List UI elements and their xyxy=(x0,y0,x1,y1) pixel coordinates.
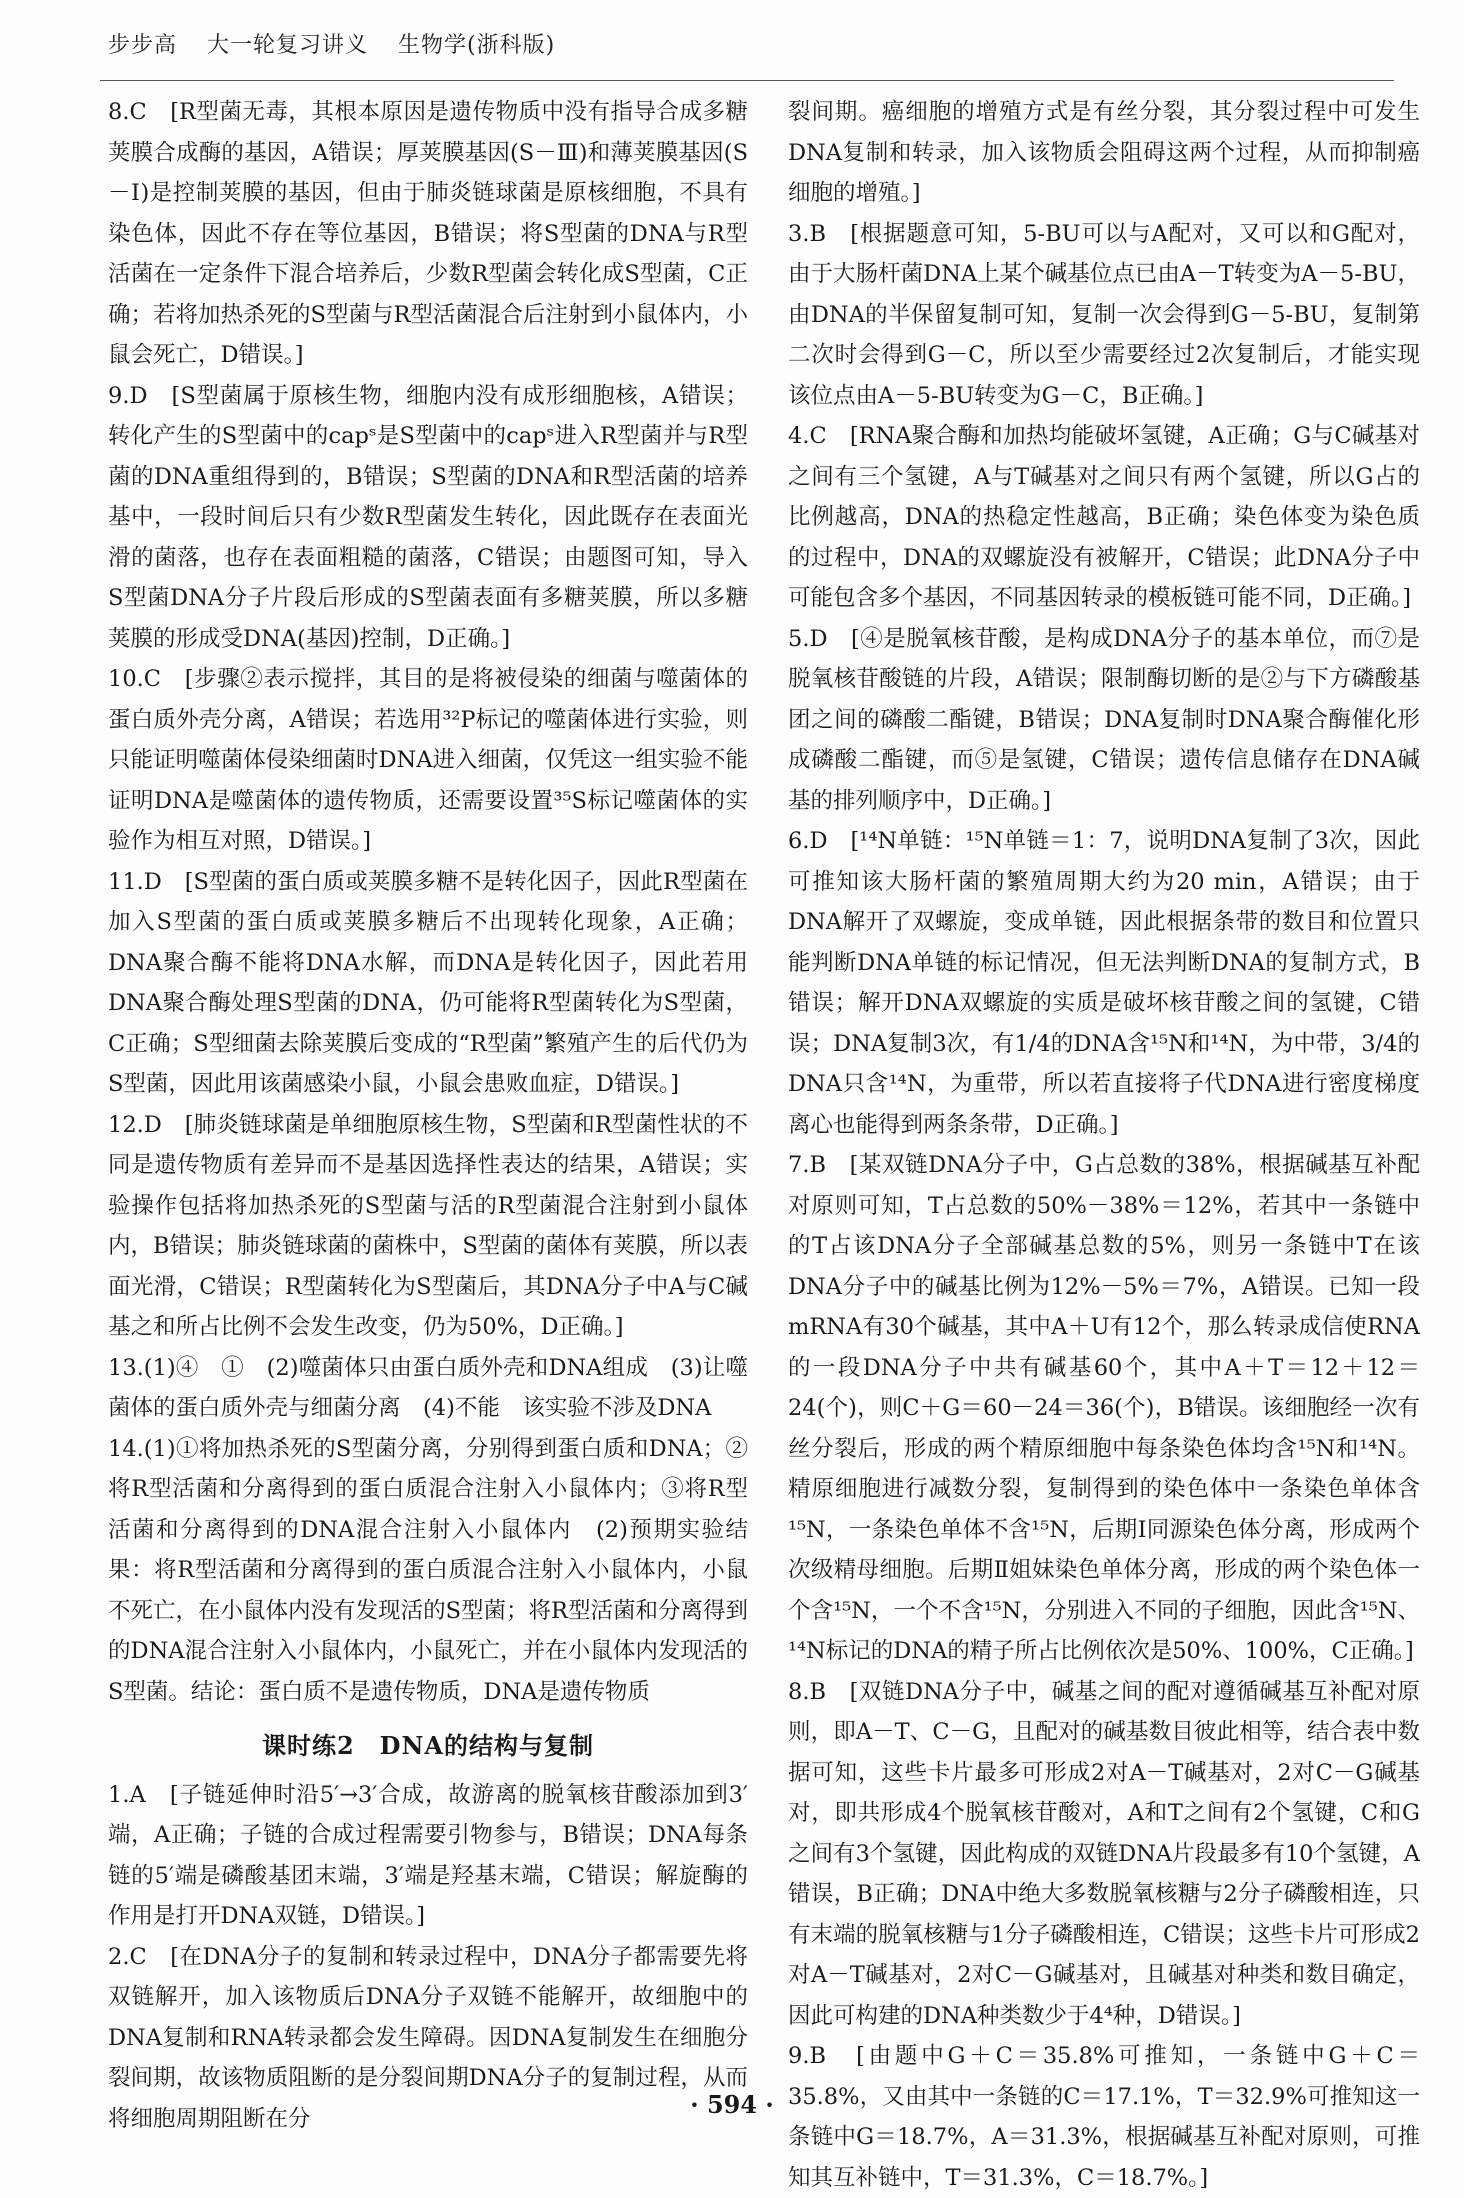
answer-s2-2: 2.C [在DNA分子的复制和转录过程中，DNA分子都需要先将双链解开，加入该物质后DNA分子双链不能解开，故细胞中的DNA复制和RNA转录都会发生障碍。因DNA复制发生在细胞分裂间期，故该物质阻断的是分裂间期DNA分子的复制过程，从而将细胞周期阻断在分 xyxy=(108,1943,748,2132)
right-column xyxy=(788,92,1420,2198)
answer-s2-8: 8.B [双链DNA分子中，碱基之间的配对遵循碱基互补配对原则，即A－T、C－G，且配对的碱基数目彼此相等，结合表中数据可知，这些卡片最多可形成2对A－T碱基对，2对C－G碱基对，即共形成4个脱氧核苷酸对，A和T之间有2个氢键，C和G之间有3个氢键，因此构成的双链DNA片段最多有10个氢键，A错误，B正确；DNA中绝大多数脱氧核糖与2分子磷酸相连，只有末端的脱氧核糖与1分子磷酸相连，C错误；这些卡片可形成2对A－T碱基对，2对C－G碱基对，且碱基对种类和数目确定，因此可构建的DNA种类数少于4⁴种，D错误。] xyxy=(788,1678,1420,2029)
answer-11: 11.D [S型菌的蛋白质或荚膜多糖不是转化因子，因此R型菌在加入S型菌的蛋白质或荚膜多糖后不出现转化现象，A正确；DNA聚合酶不能将DNA水解，而DNA是转化因子，因此若用DNA聚合酶处理S型菌的DNA，仍可能将R型菌转化为S型菌，C正确；S型细菌去除荚膜后变成的“R型菌”繁殖产生的后代仍为S型菌，因此用该菌感染小鼠，小鼠会患败血症，D错误。] xyxy=(108,868,748,1097)
left-column xyxy=(108,92,748,2139)
answer-8: 8.C [R型菌无毒，其根本原因是遗传物质中没有指导合成多糖荚膜合成酶的基因，A错误；厚荚膜基因(S－Ⅲ)和薄荚膜基因(S－Ⅰ)是控制荚膜的基因，但由于肺炎链球菌是原核细胞，不具有染色体，因此不存在等位基因，B错误；将S型菌的DNA与R型活菌在一定条件下混合培养后，少数R型菌会转化成S型菌，C正确；若将加热杀死的S型菌与R型活菌混合后注射到小鼠体内，小鼠会死亡，D错误。] xyxy=(108,99,748,368)
answer-s2-3: 3.B [根据题意可知，5-BU可以与A配对，又可以和G配对，由于大肠杆菌DNA上某个碱基位点已由A－T转变为A－5-BU，由DNA的半保留复制可知，复制一次会得到G－5-BU，复制第二次时会得到G－C，所以至少需要经过2次复制后，才能实现该位点由A－5-BU转变为G－C，B正确。] xyxy=(788,220,1420,409)
answer-14: 14.(1)①将加热杀死的S型菌分离，分别得到蛋白质和DNA；②将R型活菌和分离得到的蛋白质混合注射入小鼠体内；③将R型活菌和分离得到的DNA混合注射入小鼠体内 (2)预期实验结果：将R型活菌和分离得到的蛋白质混合注射入小鼠体内，小鼠不死亡，在小鼠体内没有发现活的S型菌；将R型活菌和分离得到的DNA混合注射入小鼠体内，小鼠死亡，并在小鼠体内发现活的S型菌。结论：蛋白质不是遗传物质，DNA是遗传物质 xyxy=(108,1435,748,1705)
answer-s2-7: 7.B [某双链DNA分子中，G占总数的38%，根据碱基互补配对原则可知，T占总数的50%－38%＝12%，若其中一条链中的T占该DNA分子全部碱基总数的5%，则另一条链中T在该DNA分子中的碱基比例为12%－5%＝7%，A错误。已知一段mRNA有30个碱基，其中A＋U有12个，那么转录成信使RNA的一段DNA分子中共有碱基60个，其中A＋T＝12＋12＝24(个)，则C＋G＝60－24＝36(个)，B错误。该细胞经一次有丝分裂后，形成的两个精原细胞中每条染色体均含¹⁵N和¹⁴N。精原细胞进行减数分裂，复制得到的染色体中一条染色单体含¹⁵N，一条染色单体不含¹⁵N，后期Ⅰ同源染色体分离，形成两个次级精母细胞。后期Ⅱ姐妹染色单体分离，形成的两个染色体一个含¹⁵N，一个不含¹⁵N，分别进入不同的子细胞，因此含¹⁵N、¹⁴N标记的DNA的精子所占比例依次是50%、100%，C正确。] xyxy=(788,1152,1420,1664)
subject-title: 生物学(浙科版) xyxy=(398,33,556,58)
section-title: 课时练2 DNA的结构与复制 xyxy=(261,1731,595,1760)
answer-9: 9.D [S型菌属于原核生物，细胞内没有成形细胞核，A错误；转化产生的S型菌中的capˢ是S型菌中的capˢ进入R型菌并与R型菌的DNA重组得到的，B错误；S型菌的DNA和R型活菌的培养基中，一段时间后只有少数R型菌发生转化，因此既存在表面光滑的菌落，也存在表面粗糙的菌落，C错误；由题图可知，导入S型菌DNA分子片段后形成的S型菌表面有多糖荚膜，所以多糖荚膜的形成受DNA(基因)控制，D正确。] xyxy=(108,382,748,652)
answer-s2-9: 9.B [由题中G＋C＝35.8%可推知，一条链中G＋C＝35.8%，又由其中一条链的C＝17.1%，T＝32.9%可推知这一条链中G＝18.7%，A＝31.3%，根据碱基互补配对原则，可推知其互补链中，T＝31.3%，C＝18.7%。] xyxy=(788,2043,1420,2191)
answer-s2-4: 4.C [RNA聚合酶和加热均能破坏氢键，A正确；G与C碱基对之间有三个氢键，A与T碱基对之间只有两个氢键，所以G占的比例越高，DNA的热稳定性越高，B正确；染色体变为染色质的过程中，DNA的双螺旋没有被解开，C错误；此DNA分子中可能包含多个基因，不同基因转录的模板链可能不同，D正确。] xyxy=(788,423,1420,611)
answer-10: 10.C [步骤②表示搅拌，其目的是将被侵染的细菌与噬菌体的蛋白质外壳分离，A错误；若选用³²P标记的噬菌体进行实验，则只能证明噬菌体侵染细菌时DNA进入细菌，仅凭这一组实验不能证明DNA是噬菌体的遗传物质，还需要设置³⁵S标记噬菌体的实验作为相互对照，D错误。] xyxy=(108,666,748,854)
book-title: 大一轮复习讲义 xyxy=(207,33,369,58)
answer-s2-6: 6.D [¹⁴N单链：¹⁵N单链＝1：7，说明DNA复制了3次，因此可推知该大肠杆菌的繁殖周期大约为20 min，A错误；由于DNA解开了双螺旋，变成单链，因此根据条带的数目和位置只能判断DNA单链的标记情况，但无法判断DNA的复制方式，B错误；解开DNA双螺旋的实质是破坏核苷酸之间的氢键，C错误；DNA复制3次，有1/4的DNA含¹⁵N和¹⁴N，为中带，3/4的DNA只含¹⁴N，为重带，所以若直接将子代DNA进行密度梯度离心也能得到两条条带，D正确。] xyxy=(788,828,1420,1138)
page-header xyxy=(108,28,577,59)
page-number: · 594 · xyxy=(690,2090,774,2119)
answer-13: 13.(1)④ ① (2)噬菌体只由蛋白质外壳和DNA组成 (3)让噬菌体的蛋白质外壳与细菌分离 (4)不能 该实验不涉及DNA xyxy=(108,1354,748,1421)
answer-s2-1: 1.A [子链延伸时沿5′→3′合成，故游离的脱氧核苷酸添加到3′端，A正确；子链的合成过程需要引物参与，B错误；DNA每条链的5′端是磷酸基团末端，3′端是羟基末端，C错误；解旋酶的作用是打开DNA双链，D错误。] xyxy=(108,1781,748,1929)
brand-title: 步步高 xyxy=(108,33,178,58)
answer-12: 12.D [肺炎链球菌是单细胞原核生物，S型菌和R型菌性状的不同是遗传物质有差异而不是基因选择性表达的结果，A错误；实验操作包括将加热杀死的S型菌与活的R型菌混合注射到小鼠体内，B错误；肺炎链球菌的菌株中，S型菌的菌体有荚膜，所以表面光滑，C错误；R型菌转化为S型菌后，其DNA分子中A与C碱基之和所占比例不会发生改变，仍为50%，D正确。] xyxy=(108,1111,748,1340)
answer-s2-2-continued: 裂间期。癌细胞的增殖方式是有丝分裂，其分裂过程中可发生DNA复制和转录，加入该物质会阻碍这两个过程，从而抑制癌细胞的增殖。] xyxy=(788,99,1420,206)
answer-s2-5: 5.D [④是脱氧核苷酸，是构成DNA分子的基本单位，而⑦是脱氧核苷酸链的片段，A错误；限制酶切断的是②与下方磷酸基团之间的磷酸二酯键，B错误；DNA复制时DNA聚合酶催化形成磷酸二酯键，而⑤是氢键，C错误；遗传信息储存在DNA碱基的排列顺序中，D正确。] xyxy=(788,625,1420,814)
header-rule xyxy=(100,80,1394,81)
